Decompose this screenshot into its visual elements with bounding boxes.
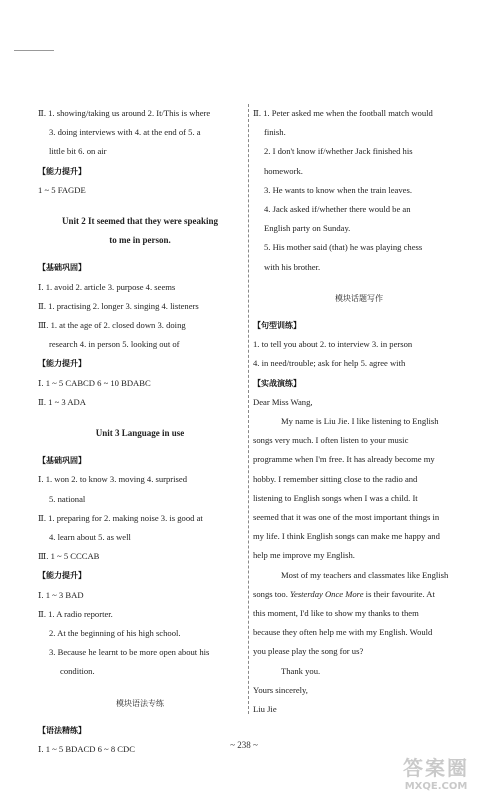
watermark-url: MXQE.COM <box>404 781 468 792</box>
answer-line: with his brother. <box>264 261 321 272</box>
letter-line: you please play the song for us? <box>253 646 364 657</box>
letter-line: because they often help me with my English. Would <box>253 627 433 638</box>
answer-line: 4. Jack asked if/whether there would be an <box>264 204 411 215</box>
watermark-text: 答案圈 <box>403 756 469 780</box>
answer-line: 5. national <box>49 493 86 504</box>
left-column <box>38 104 242 759</box>
answer-line: 5. His mother said (that) he was playing chess <box>264 242 423 253</box>
right-column <box>253 104 465 719</box>
answer-line: Ⅱ. 1 ~ 3 ADA <box>38 396 86 407</box>
answer-line: finish. <box>264 127 286 138</box>
letter-line: this moment, I'd like to show my thanks to them <box>253 608 419 619</box>
section-heading: 【基础巩固】 <box>38 456 86 466</box>
answer-line: Ⅱ. 1. Peter asked me when the football match would <box>253 108 433 118</box>
answer-line: Ⅱ. 1. preparing for 2. making noise 3. is good at <box>38 512 203 523</box>
answer-line: Ⅲ. 1 ~ 5 CCCAB <box>38 551 100 562</box>
letter-line: My name is Liu Jie. I like listening to English <box>281 416 439 427</box>
section-heading: 【能力提升】 <box>38 359 86 369</box>
letter-line: hobby. I remember sitting close to the radio and <box>253 473 418 484</box>
answer-line: Ⅰ. 1 ~ 5 BDACD 6 ~ 8 CDC <box>38 744 135 755</box>
page-number: ~ 238 ~ <box>230 740 258 750</box>
letter-line: songs very much. I often listen to your music <box>253 435 409 446</box>
answer-line: condition. <box>60 666 95 677</box>
song-title: Yesterday Once More <box>290 588 364 599</box>
column-divider <box>248 104 249 714</box>
answer-line: English party on Sunday. <box>264 223 351 234</box>
unit-title: Unit 3 Language in use <box>95 428 185 439</box>
topic-writing-title: 模块话题写作 <box>335 293 383 303</box>
watermark-logo <box>390 756 482 796</box>
section-heading: 【句型训练】 <box>253 321 301 331</box>
letter-line: programme when I'm free. It has already become my <box>253 454 435 465</box>
answer-line: research 4. in person 5. looking out of <box>49 339 180 350</box>
answer-line: 2. I don't know if/whether Jack finished his <box>264 146 413 157</box>
answer-line: little bit 6. on air <box>49 146 107 157</box>
answer-line: 3. doing interviews with 4. at the end of 5. a <box>49 127 201 138</box>
answer-line: 4. in need/trouble; ask for help 5. agree with <box>253 358 406 369</box>
answer-line: Ⅱ. 1. A radio reporter. <box>38 608 113 619</box>
grammar-practice-title: 模块语法专练 <box>116 698 164 708</box>
answer-line: Ⅰ. 1. won 2. to know 3. moving 4. surprised <box>38 474 188 485</box>
answer-line: Ⅰ. 1. avoid 2. article 3. purpose 4. seems <box>38 281 176 292</box>
answer-line: 3. Because he learnt to be more open about his <box>49 647 210 658</box>
letter-line: help me improve my English. <box>253 550 355 561</box>
answer-line: 1 ~ 5 FAGDE <box>38 184 86 195</box>
answer-line: 3. He wants to know when the train leaves. <box>264 184 412 195</box>
section-heading: 【实战演练】 <box>253 378 301 388</box>
unit-title: Unit 2 It seemed that they were speaking <box>61 216 219 227</box>
letter-line: Most of my teachers and classmates like English <box>281 569 449 580</box>
answer-line: homework. <box>264 165 303 176</box>
letter-thanks: Thank you. <box>281 665 321 676</box>
answer-line: 2. At the beginning of his high school. <box>49 628 181 639</box>
unit-title: to me in person. <box>109 235 171 246</box>
section-heading: 【基础巩固】 <box>38 263 86 273</box>
answer-line: Ⅱ. 1. showing/taking us around 2. It/This is where <box>38 108 211 118</box>
answer-line: 1. to tell you about 2. to interview 3. in person <box>253 339 413 350</box>
letter-closing: Yours sincerely, <box>253 684 308 695</box>
section-heading: 【能力提升】 <box>38 166 86 176</box>
section-heading: 【能力提升】 <box>38 571 86 581</box>
letter-line: listening to English songs when I was a child. It <box>253 492 418 503</box>
letter-greeting: Dear Miss Wang, <box>253 396 313 407</box>
section-heading: 【语法精练】 <box>38 725 86 735</box>
answer-line: Ⅰ. 1 ~ 3 BAD <box>38 589 84 600</box>
letter-signature: Liu Jie <box>253 704 277 715</box>
letter-line: my life. I think English songs can make me happy and <box>253 531 440 542</box>
letter-line: seemed that it was one of the most important things in <box>253 512 440 523</box>
answer-line: 4. learn about 5. as well <box>49 532 131 543</box>
answer-line: Ⅲ. 1. at the age of 2. closed down 3. doing <box>38 320 186 331</box>
header-rule <box>14 50 54 51</box>
letter-text: songs too. <box>253 588 291 599</box>
answer-line: Ⅱ. 1. practising 2. longer 3. singing 4. listeners <box>38 300 199 311</box>
letter-text: is their favourite. At <box>363 588 435 599</box>
answer-line: Ⅰ. 1 ~ 5 CABCD 6 ~ 10 BDABC <box>38 377 151 388</box>
letter-line <box>253 585 465 604</box>
